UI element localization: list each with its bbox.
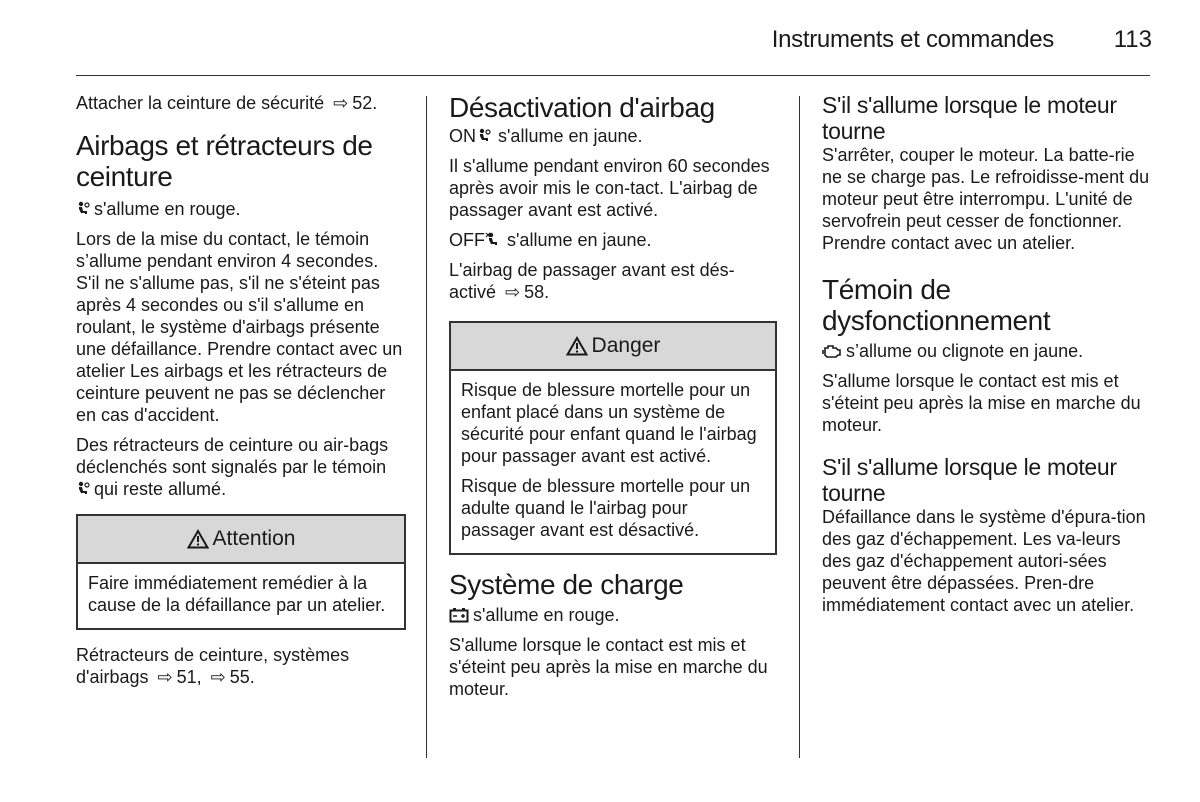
danger-text-2: Risque de blessure mortelle pour un adulte quand le l'airbag pour passager avant est désactivé. (461, 476, 751, 540)
column-divider-1 (426, 96, 427, 758)
seated-passenger-airbag-icon (76, 481, 90, 497)
off-ref: 58. (524, 282, 550, 302)
attention-box (76, 514, 406, 630)
seated-passenger-airbag-icon (76, 201, 90, 217)
airbag-para-1: Lors de la mise du contact, le témoin s’allume pendant environ 4 secondes. S'il ne s'allume pas, s'il ne s'éteint pas après 4 secondes ou s'il s'allume en roulant, le système d'airbags présente une défaillance. Prendre contact avec un atelier Les airbags et les rétracteurs de ceinture peuvent ne pas se déclencher en cas d'accident. (76, 229, 403, 425)
page-ref-arrow-icon: ⇨ (210, 667, 226, 687)
on-description: Il s'allume pendant environ 60 secondes après avoir mis le con-tact. L'airbag de passager avant est activé. (449, 156, 770, 220)
page-number: 113 (1113, 26, 1152, 53)
attention-text: Faire immédiatement remédier à la cause de la défaillance par un atelier. (88, 573, 386, 615)
off-label: OFF (449, 230, 485, 250)
off-description: L'airbag de passager avant est dés-activé (449, 260, 735, 302)
airbag-para-2a: Des rétracteurs de ceinture ou air-bags déclenchés sont signalés par le témoin (76, 435, 389, 477)
engine-running-subheading-2: S'il s'allume lorsque le moteur tourne (822, 454, 1117, 506)
passenger-airbag-off-icon (485, 232, 503, 248)
warning-triangle-icon (566, 336, 588, 356)
danger-box (449, 321, 777, 555)
danger-text-1: Risque de blessure mortelle pour un enfant placé dans un système de sécurité pour enfant quand le l'airbag pour passager avant est activé. (461, 380, 757, 466)
column-1 (76, 92, 406, 696)
page-ref-arrow-icon: ⇨ (505, 282, 521, 302)
ref-1: 51, (176, 667, 202, 687)
engine-running-text-2: Défaillance dans le système d'épura-tion des gaz d'échappement. Les va-leurs des gaz d'échappement autori-sées peuvent être dépassées. Pren-dre immédiatement contact avec un atelier. (822, 507, 1146, 615)
on-label: ON (449, 126, 476, 146)
intro-ref: 52. (352, 93, 378, 113)
malfunction-heading: Témoin de dysfonctionnement (822, 274, 1051, 336)
engine-running-subheading-1: S'il s'allume lorsque le moteur tourne (822, 92, 1117, 144)
column-divider-2 (799, 96, 800, 758)
attention-box-header (78, 516, 404, 564)
malfunction-lamp-text: s’allume ou clignote en jaune. (846, 341, 1084, 361)
page-header-title: Instruments et commandes (771, 26, 1054, 53)
charge-lamp-text: s'allume en rouge. (473, 605, 620, 625)
malfunction-description: S'allume lorsque le contact est mis et s'éteint peu après la mise en marche du moteur. (822, 371, 1141, 435)
charge-description: S'allume lorsque le contact est mis et s'éteint peu après la mise en marche du moteur. (449, 635, 768, 699)
engine-running-text-1: S'arrêter, couper le moteur. La batte-rie ne se charge pas. Le refroidisse-ment du moteur peut être interrompu. L'unité de servofrein peut cesser de fonctionner. Prendre contact avec un atelier. (822, 145, 1150, 253)
warning-triangle-icon (187, 529, 209, 549)
refs-text: Rétracteurs de ceinture, systèmes d'airbags (76, 645, 350, 687)
column-2 (449, 92, 777, 708)
off-text: s'allume en jaune. (507, 230, 652, 250)
charge-system-heading: Système de charge (449, 569, 684, 600)
attention-title: Attention (212, 527, 296, 550)
page-ref-arrow-icon: ⇨ (157, 667, 173, 687)
page-ref-arrow-icon: ⇨ (333, 93, 349, 113)
ref-2: 55. (229, 667, 255, 687)
passenger-airbag-on-icon (476, 128, 494, 144)
battery-icon (449, 607, 469, 623)
engine-check-icon (822, 343, 842, 359)
airbag-deactivation-heading: Désactivation d'airbag (449, 92, 715, 123)
airbag-lamp-text: s'allume en rouge. (94, 199, 241, 219)
airbag-heading: Airbags et rétracteurs de ceinture (76, 130, 373, 192)
airbag-para-2b: qui reste allumé. (94, 479, 227, 499)
intro-text: Attacher la ceinture de sécurité (76, 93, 325, 113)
danger-title: Danger (591, 334, 661, 357)
header-rule (76, 75, 1150, 76)
danger-box-header (451, 323, 775, 371)
column-3 (822, 92, 1152, 624)
on-text: s'allume en jaune. (498, 126, 643, 146)
